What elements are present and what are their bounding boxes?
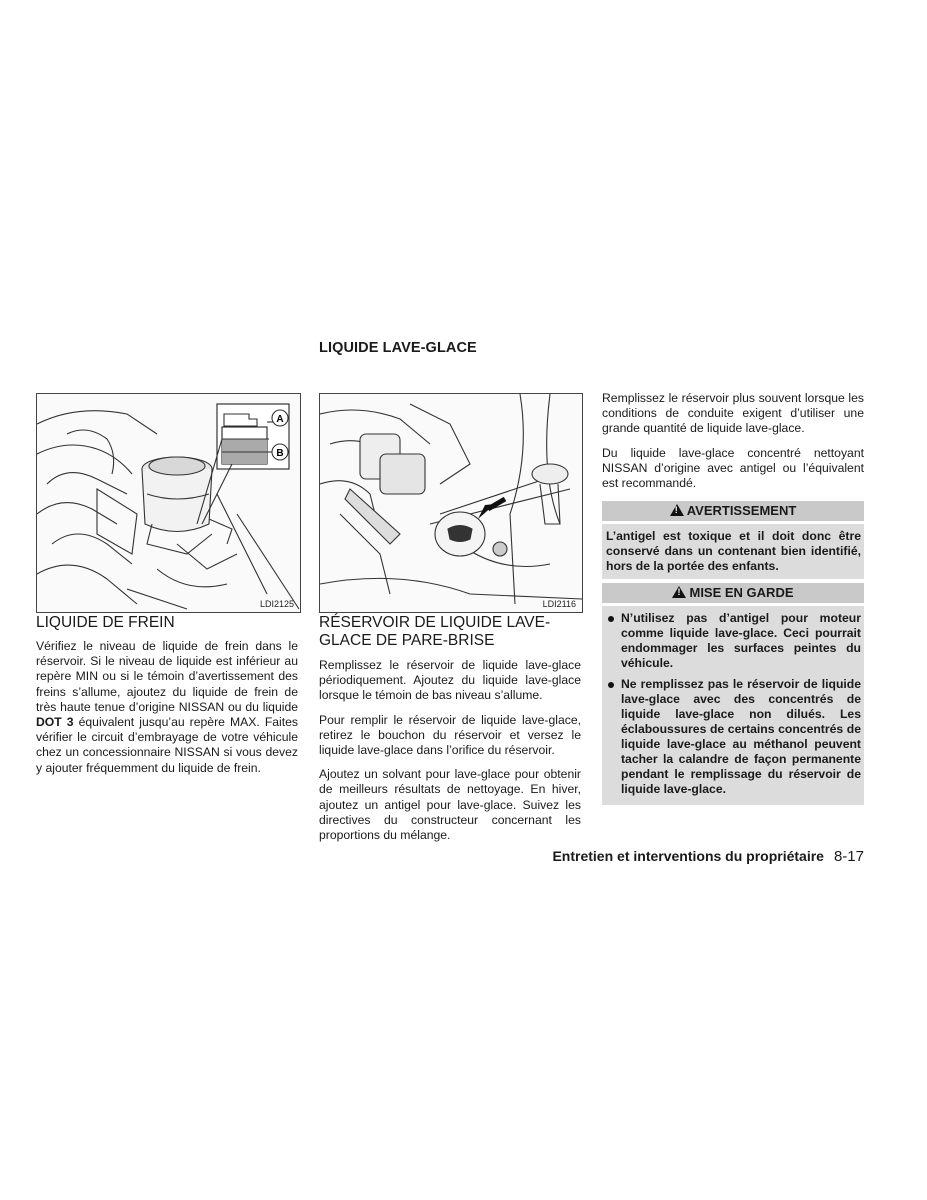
washer-paragraph-3: Ajoutez un solvant pour lave-glace pour obtenir de meilleurs résultats de nettoyage. En hiver, ajoutez un antigel pour lave-glace. Suivez les directives du constructeur concernant les proportions du mélange.: [319, 767, 581, 843]
section-title: LIQUIDE LAVE-GLACE: [319, 340, 477, 356]
caution-item: Ne remplissez pas le réservoir de liquide lave-glace avec des concentrés de liquide lave-glace non dilués. Les éclaboussures de certains concentrés de liquide lave-glace au méthanol peuvent tacher la calandre de façon permanente pendant le remplissage du réservoir de liquide lave-glace.: [604, 677, 861, 797]
col3-body: [602, 391, 864, 491]
figure-code: LDI2125: [259, 599, 294, 609]
washer-reservoir-figure: [319, 393, 583, 613]
washer-paragraph-1: Remplissez le réservoir de liquide lave-glace périodiquement. Ajoutez du liquide lave-glace lorsque le témoin de bas niveau s’allume.: [319, 658, 581, 703]
warning-triangle-icon: [670, 504, 684, 516]
warning-title: AVERTISSEMENT: [686, 503, 797, 518]
col3-paragraph-2: Du liquide lave-glace concentré nettoyant NISSAN d’origine avec antigel ou l’équivalent est recommandé.: [602, 445, 864, 491]
washer-reservoir-body: [319, 658, 581, 843]
caution-title: MISE EN GARDE: [689, 585, 794, 600]
dot3-label: DOT 3: [36, 715, 74, 730]
caution-box: [602, 583, 864, 805]
caution-item: N’utilisez pas d’antigel pour moteur comme liquide lave-glace. Ceci pourrait endommager les surfaces peintes du véhicule.: [604, 611, 861, 671]
brake-fluid-heading: LIQUIDE DE FREIN: [36, 614, 175, 631]
page-footer: [552, 848, 864, 865]
page-number: 8-17: [833, 848, 864, 865]
washer-paragraph-2: Pour remplir le réservoir de liquide lave-glace, retirez le bouchon du réservoir et versez le liquide lave-glace dans l’orifice du réservoir.: [319, 712, 581, 758]
washer-reservoir-illustration: [320, 394, 582, 612]
caution-header: [602, 583, 864, 603]
brake-fluid-figure: [36, 393, 301, 613]
caution-list: [604, 611, 861, 797]
warning-text: L’antigel est toxique et il doit donc être conservé dans un contenant bien identifié, hors de la portée des enfants.: [606, 529, 861, 573]
col3-paragraph-1: Remplissez le réservoir plus souvent lorsque les conditions de conduite exigent d’utiliser une grande quantité de liquide lave-glace.: [602, 391, 864, 436]
warning-box: [602, 501, 864, 579]
callout-a: A: [276, 414, 284, 425]
brake-fluid-text-a: Vérifiez le niveau de liquide de frein dans le réservoir. Si le niveau de liquide est inférieur au repère MIN ou si le témoin d’avertissement des freins s’allume, ajoutez du liquide de frein de très haute tenue d’origine NISSAN ou du liquide: [36, 639, 298, 714]
brake-reservoir-illustration: [37, 394, 300, 612]
brake-fluid-paragraph: [36, 639, 298, 776]
callout-b: B: [276, 448, 284, 459]
caution-body: [602, 606, 864, 805]
warning-body: [602, 524, 864, 579]
figure-code: LDI2116: [542, 599, 576, 609]
chapter-title: Entretien et interventions du propriétaire: [552, 848, 824, 864]
brake-fluid-text-b: équivalent jusqu’au repère MAX. Faites vérifier le circuit d’embrayage de votre véhicule chez un concessionnaire NISSAN si vous devez y ajouter fréquemment du liquide de frein.: [36, 715, 299, 775]
caution-triangle-icon: [672, 586, 686, 598]
warning-header: [602, 501, 864, 521]
washer-reservoir-heading: RÉSERVOIR DE LIQUIDE LAVE-GLACE DE PARE-BRISE: [319, 614, 551, 649]
